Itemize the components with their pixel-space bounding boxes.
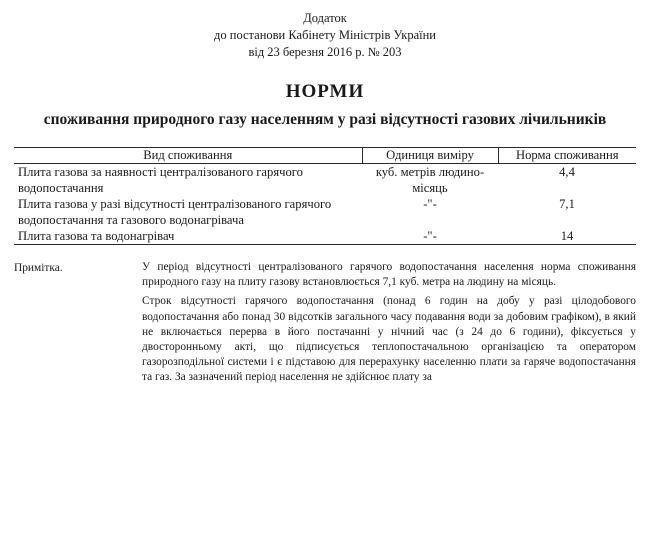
cell-kind: Плита газова у разі відсутності централізованого гарячого водопостачання та газового водонагрівача: [18, 197, 332, 227]
cell-norm: 14: [560, 229, 574, 243]
cell-unit: куб. метрів людино-місяць: [375, 165, 485, 195]
table-row: [14, 164, 636, 197]
note-paragraph: У період відсутності централізованого гарячого водопостачання населення норма споживання природного газу на плиту газову встановлюється 7,1 куб. метра на людину на місяць.: [142, 261, 636, 289]
table-bottom-rule: [14, 245, 636, 247]
page-fade: [0, 517, 650, 533]
table-header-row: [14, 148, 636, 164]
appendix-header-line-3: від 23 березня 2016 р. № 203: [248, 45, 402, 59]
cell-unit: -"-: [423, 197, 437, 211]
norms-table: [14, 147, 636, 246]
document-page: [0, 10, 650, 533]
table-row: [14, 228, 636, 245]
note-section: [14, 260, 636, 390]
cell-norm: 4,4: [559, 165, 575, 179]
appendix-header-line-1: Додаток: [303, 11, 347, 25]
page-title: НОРМИ: [285, 81, 365, 102]
cell-unit: -"-: [423, 229, 437, 243]
note-body: [142, 260, 636, 390]
cell-kind: Плита газова та водонагрівач: [18, 229, 175, 243]
table-row: [14, 196, 636, 228]
table-bottom-rule-row: [14, 245, 636, 247]
column-header-kind: Вид споживання: [143, 148, 233, 162]
column-header-unit: Одиниця виміру: [362, 148, 498, 164]
note-paragraph: Строк відсутності гарячого водопостачання (понад 6 годин на добу у разі цілодобового водопостачання або понад 30 відсотків загального часу подавання води за добовим графіком), в який не включається перерва в його постачанні у нічний час (з 24 до 6 години), фіксується у двосторонньому акті, що підписується теплопостачальною організацією та оператором газорозподільної системи і є підставою для перерахунку населенню плати за гаряче водопостачання та газ. За зазначений період населення не здійснює плату за: [142, 295, 636, 384]
cell-norm: 7,1: [559, 197, 575, 211]
cell-kind: Плита газова за наявності централізованого гарячого водопостачання: [18, 165, 303, 195]
page-subtitle: споживання природного газу населенням у разі відсутності газових лічильників: [43, 111, 607, 128]
column-header-norm: Норма споживання: [498, 148, 636, 164]
appendix-header: [30, 10, 620, 61]
note-label: Примітка.: [14, 262, 63, 274]
appendix-header-line-2: до постанови Кабінету Міністрів України: [214, 28, 436, 42]
